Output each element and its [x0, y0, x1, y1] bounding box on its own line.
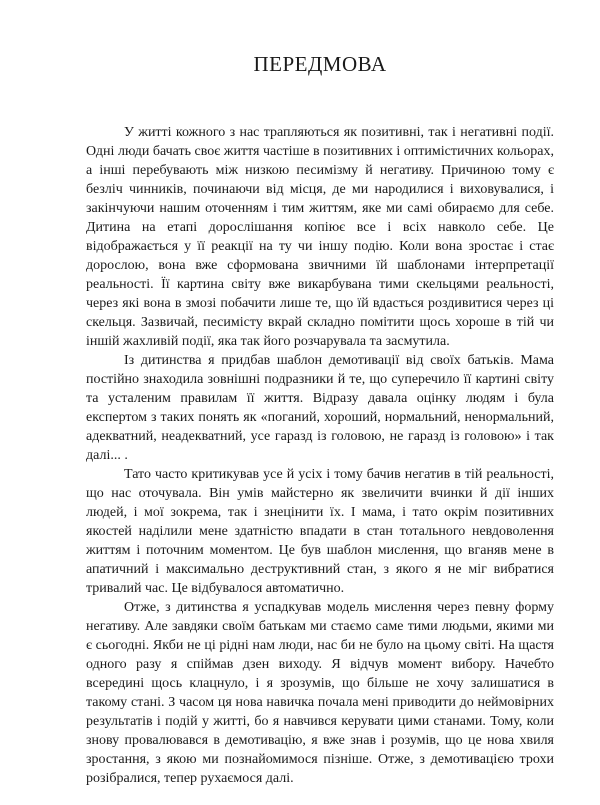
page-title: ПЕРЕДМОВА — [253, 52, 387, 76]
paragraph: У житті кожного з нас трапляються як позитивні, так і негативні події. Одні люди бачать своє життя частіше в позитивних і оптимістичних кольорах, а інші перебувають між низкою песимізму й негативу. Причиною тому є безліч чинників, починаючи від місця, де ми народилися і виховувалися, і закінчуючи нашим оточенням і тим життям, яке ми самі обираємо для себе. Дитина на етапі дорослішання копіює все і всіх навколо себе. Це відображається у її реакції на ту чи іншу подію. Коли вона зростає і стає дорослою, вона вже сформована звичними їй шаблонами інтерпретації реальності. Її картина світу вже викарбувана тими скельцями реальності, через які вона в змозі побачити лише те, що їй вдасться роздивитися через ці скельця. Зазвичай, песимісту вкрай складно помітити щось хороше в тій чи іншій жахливій події, яка так його розчарувала та засмутила. — [86, 125, 554, 349]
paragraph: Тато часто критикував усе й усіх і тому бачив негатив в тій реальності, що нас оточувала. Він умів майстерно як звеличити вчинки й дії інших людей, і мої зокрема, так і знецінити їх. І мама, і тато окрім позитивних якостей наділили мене здатністю впадати в стан тотального невдоволення життям і поточним моментом. Це був шаблон мислення, що вганяв мене в апатичний і максимально деструктивний стан, з якого я не міг вибратися тривалий час. Це відбувалося автоматично. — [86, 467, 554, 596]
paragraph: Із дитинства я придбав шаблон демотивації від своїх батьків. Мама постійно знаходила зовнішні подразники й те, що суперечило її картині світу та усталеним правилам її життя. Відразу давала оцінку людям і була експертом з таких понять як «поганий, хороший, нормальний, ненормальний, адекватний, неадекватний, усе гаразд із головою, не гаразд із головою» і так далі... . — [86, 353, 554, 463]
paragraph: Отже, з дитинства я успадкував модель мислення через певну форму негативу. Але завдяки своїм батькам ми стаємо саме тими людьми, якими ми є сьогодні. Якби не ці рідні нам люди, нас би не було на цьому світі. На щастя одного разу я спіймав дзен виходу. Я відчув момент вибору. Начебто всередині щось клацнуло, і я зрозумів, що більше не хочу залишатися в такому стані. З часом ця нова навичка почала мені приводити до неймовірних результатів і подій у житті, бо я навчився керувати цими станами. Тому, коли знову провалювався в демотивацію, я вже знав і розумів, що це нова хвиля зростання, з якою ми познайомимося пізніше. Отже, з демотивацією трохи розібралися, тепер рухаємося далі. — [86, 600, 554, 786]
